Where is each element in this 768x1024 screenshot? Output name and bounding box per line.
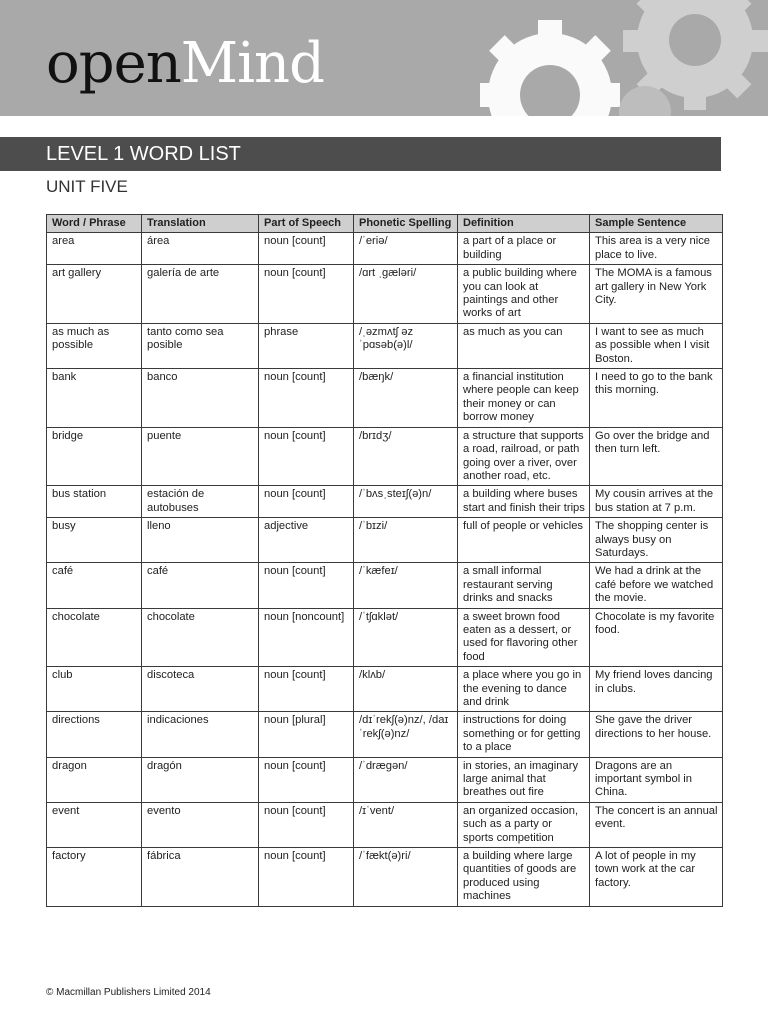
table-cell: noun [count] (259, 667, 354, 712)
table-cell: instructions for doing something or for getting to a place (458, 712, 590, 757)
brand-logo (46, 26, 324, 102)
table-cell: /ɪˈvent/ (354, 802, 458, 847)
table-cell: bank (47, 369, 142, 428)
table-cell: galería de arte (142, 265, 259, 324)
brand-suffix: Mind (180, 31, 324, 96)
table-cell: /bæŋk/ (354, 369, 458, 428)
table-cell: a sweet brown food eaten as a dessert, or used for flavoring other food (458, 608, 590, 667)
table-cell: We had a drink at the café before we watched the movie. (590, 563, 723, 608)
table-cell: café (47, 563, 142, 608)
page-title: LEVEL 1 WORD LIST (46, 143, 241, 165)
column-header: Definition (458, 215, 590, 233)
table-cell: area (47, 233, 142, 265)
table-cell: My friend loves dancing in clubs. (590, 667, 723, 712)
column-header: Sample Sentence (590, 215, 723, 233)
table-cell: The MOMA is a famous art gallery in New York City. (590, 265, 723, 324)
table-cell: /ˈdræɡən/ (354, 757, 458, 802)
table-row (47, 265, 723, 324)
column-header: Phonetic Spelling (354, 215, 458, 233)
table-cell: estación de autobuses (142, 486, 259, 518)
table-cell: noun [count] (259, 757, 354, 802)
table-cell: a financial institution where people can keep their money or can borrow money (458, 369, 590, 428)
table-cell: club (47, 667, 142, 712)
table-cell: discoteca (142, 667, 259, 712)
table-row (47, 518, 723, 563)
table-header-row (47, 215, 723, 233)
table-cell: /ˌəzmʌtʃ əzˈpɑsəb(ə)l/ (354, 323, 458, 368)
table-cell: noun [count] (259, 486, 354, 518)
table-cell: a public building where you can look at paintings and other works of art (458, 265, 590, 324)
table-cell: a place where you go in the evening to dance and drink (458, 667, 590, 712)
table-cell: /ɑrt ˌɡæləri/ (354, 265, 458, 324)
table-cell: fábrica (142, 848, 259, 907)
gears-decoration-icon (440, 0, 768, 116)
table-cell: café (142, 563, 259, 608)
table-cell: noun [count] (259, 427, 354, 486)
table-cell: indicaciones (142, 712, 259, 757)
table-cell: dragon (47, 757, 142, 802)
table-cell: a building where large quantities of goods are produced using machines (458, 848, 590, 907)
table-cell: tanto como sea posible (142, 323, 259, 368)
table-cell: /ˈbʌsˌsteɪʃ(ə)n/ (354, 486, 458, 518)
table-row (47, 757, 723, 802)
table-row (47, 667, 723, 712)
table-cell: noun [count] (259, 369, 354, 428)
table-cell: full of people or vehicles (458, 518, 590, 563)
table-cell: I want to see as much as possible when I visit Boston. (590, 323, 723, 368)
table-cell: chocolate (142, 608, 259, 667)
table-row (47, 848, 723, 907)
table-row (47, 369, 723, 428)
table-cell: /ˈfækt(ə)ri/ (354, 848, 458, 907)
table-cell: The concert is an annual event. (590, 802, 723, 847)
table-cell: área (142, 233, 259, 265)
table-cell: a building where buses start and finish their trips (458, 486, 590, 518)
title-bar (0, 137, 721, 171)
table-cell: noun [plural] (259, 712, 354, 757)
table-cell: Go over the bridge and then turn left. (590, 427, 723, 486)
table-cell: busy (47, 518, 142, 563)
table-cell: /brɪdʒ/ (354, 427, 458, 486)
table-cell: banco (142, 369, 259, 428)
table-row (47, 712, 723, 757)
copyright-footer: © Macmillan Publishers Limited 2014 (46, 987, 211, 998)
table-cell: art gallery (47, 265, 142, 324)
table-cell: Chocolate is my favorite food. (590, 608, 723, 667)
table-cell: event (47, 802, 142, 847)
table-cell: /ˈeriə/ (354, 233, 458, 265)
table-cell: Dragons are an important symbol in China. (590, 757, 723, 802)
brand-prefix: open (46, 31, 181, 96)
table-cell: chocolate (47, 608, 142, 667)
table-cell: bridge (47, 427, 142, 486)
table-cell: as much as you can (458, 323, 590, 368)
table-cell: I need to go to the bank this morning. (590, 369, 723, 428)
unit-heading: UNIT FIVE (46, 177, 128, 196)
table-cell: directions (47, 712, 142, 757)
word-list-table (46, 214, 723, 907)
table-row (47, 427, 723, 486)
table-cell: /klʌb/ (354, 667, 458, 712)
table-cell: phrase (259, 323, 354, 368)
table-cell: noun [count] (259, 848, 354, 907)
table-row (47, 608, 723, 667)
table-row (47, 486, 723, 518)
table-cell: in stories, an imaginary large animal that breathes out fire (458, 757, 590, 802)
table-cell: an organized occasion, such as a party or sports competition (458, 802, 590, 847)
table-row (47, 802, 723, 847)
table-cell: factory (47, 848, 142, 907)
column-header: Word / Phrase (47, 215, 142, 233)
column-header: Part of Speech (259, 215, 354, 233)
table-cell: /ˈtʃɑklət/ (354, 608, 458, 667)
table-cell: evento (142, 802, 259, 847)
table-cell: a small informal restaurant serving drinks and snacks (458, 563, 590, 608)
table-cell: /ˈbɪzi/ (354, 518, 458, 563)
table-row (47, 323, 723, 368)
table-cell: a part of a place or building (458, 233, 590, 265)
table-cell: noun [count] (259, 233, 354, 265)
table-cell: adjective (259, 518, 354, 563)
table-row (47, 233, 723, 265)
table-cell: A lot of people in my town work at the car factory. (590, 848, 723, 907)
table-cell: a structure that supports a road, railroad, or path going over a river, over another road, etc. (458, 427, 590, 486)
table-cell: noun [noncount] (259, 608, 354, 667)
table-row (47, 563, 723, 608)
table-cell: dragón (142, 757, 259, 802)
table-cell: She gave the driver directions to her house. (590, 712, 723, 757)
table-cell: noun [count] (259, 265, 354, 324)
table-cell: lleno (142, 518, 259, 563)
table-cell: noun [count] (259, 802, 354, 847)
table-cell: as much as possible (47, 323, 142, 368)
table-cell: My cousin arrives at the bus station at 7 p.m. (590, 486, 723, 518)
header-banner (0, 0, 768, 116)
table-cell: noun [count] (259, 563, 354, 608)
table-cell: puente (142, 427, 259, 486)
table-cell: /dɪˈrekʃ(ə)nz/, /daɪˈrekʃ(ə)nz/ (354, 712, 458, 757)
table-cell: bus station (47, 486, 142, 518)
table-cell: This area is a very nice place to live. (590, 233, 723, 265)
table-cell: The shopping center is always busy on Saturdays. (590, 518, 723, 563)
column-header: Translation (142, 215, 259, 233)
table-cell: /ˈkæfeɪ/ (354, 563, 458, 608)
